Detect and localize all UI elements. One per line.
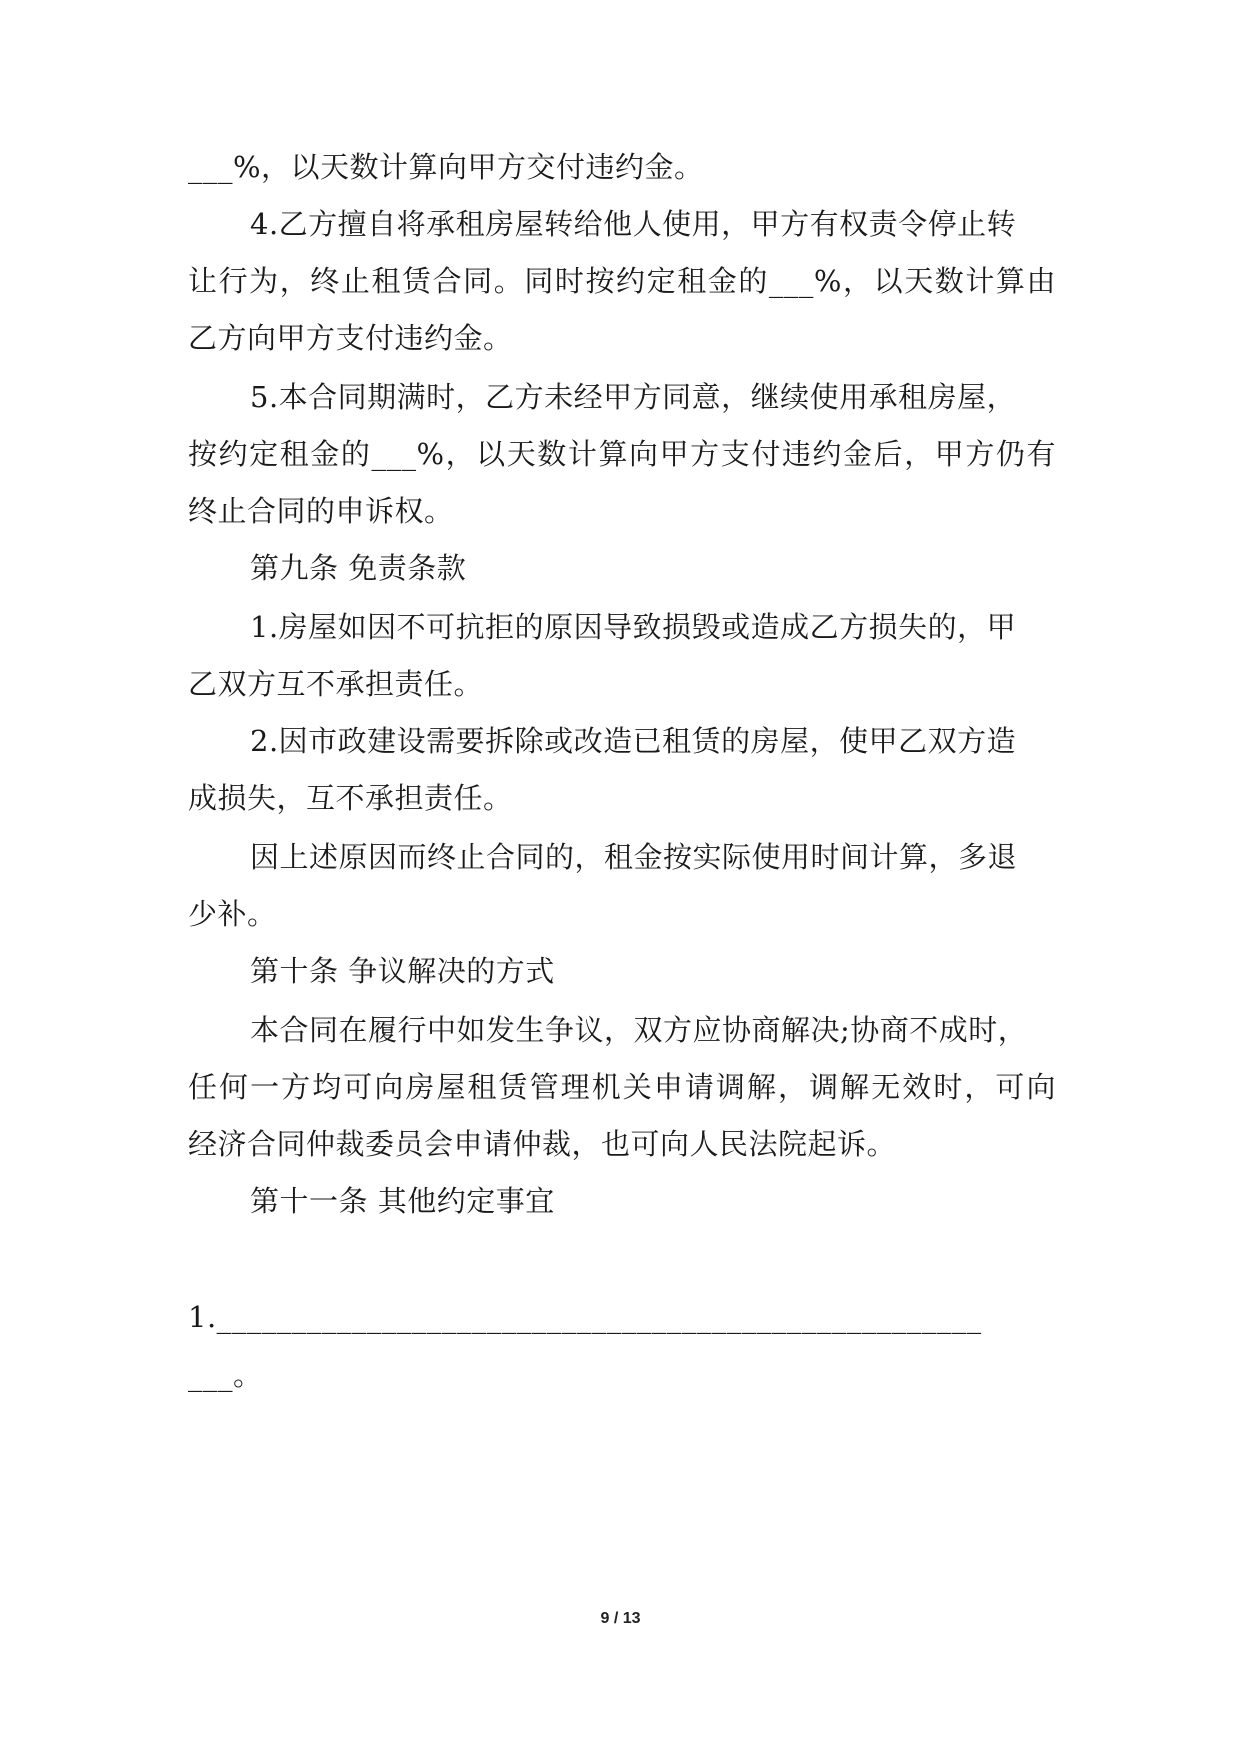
paragraph-line: 1.房屋如因不可抗拒的原因导致损毁或造成乙方损失的，甲 — [250, 610, 1017, 644]
paragraph-line: 2.因市政建设需要拆除或改造已租赁的房屋，使甲乙双方造 — [250, 724, 1017, 758]
section-heading: 第十条 争议解决的方式 — [250, 954, 555, 988]
paragraph-line: 按约定租金的___%，以天数计算向甲方支付违约金后，甲方仍有 — [188, 437, 1056, 471]
paragraph-line: 因上述原因而终止合同的，租金按实际使用时间计算，多退 — [250, 840, 1018, 874]
paragraph-line: 乙方向甲方支付违约金。 — [188, 321, 513, 355]
paragraph-line: ___%，以天数计算向甲方交付违约金。 — [188, 150, 704, 184]
paragraph-line: 5.本合同期满时，乙方未经甲方同意，继续使用承租房屋， — [250, 380, 1017, 414]
section-heading: 第九条 免责条款 — [250, 551, 467, 585]
paragraph-line: 少补。 — [188, 897, 277, 931]
section-heading: 第十一条 其他约定事宜 — [250, 1184, 555, 1218]
paragraph-line: 4.乙方擅自将承租房屋转给他人使用，甲方有权责令停止转 — [250, 207, 1017, 241]
page-number: 9 / 13 — [600, 1610, 641, 1627]
blank-fill-line: 1.___________________________________________________ — [188, 1300, 982, 1334]
paragraph-line: 乙双方互不承担责任。 — [188, 667, 484, 701]
paragraph-line: 成损失，互不承担责任。 — [188, 781, 513, 815]
paragraph-line: 让行为，终止租赁合同。同时按约定租金的___%，以天数计算由 — [188, 264, 1056, 298]
paragraph-line: 经济合同仲裁委员会申请仲裁，也可向人民法院起诉。 — [188, 1127, 897, 1161]
paragraph-line: 本合同在履行中如发生争议，双方应协商解决;协商不成时， — [250, 1013, 1028, 1047]
paragraph-line: 任何一方均可向房屋租赁管理机关申请调解，调解无效时，可向 — [188, 1070, 1056, 1104]
paragraph-line: 终止合同的申诉权。 — [188, 494, 454, 528]
blank-fill-line: ___。 — [188, 1358, 263, 1392]
